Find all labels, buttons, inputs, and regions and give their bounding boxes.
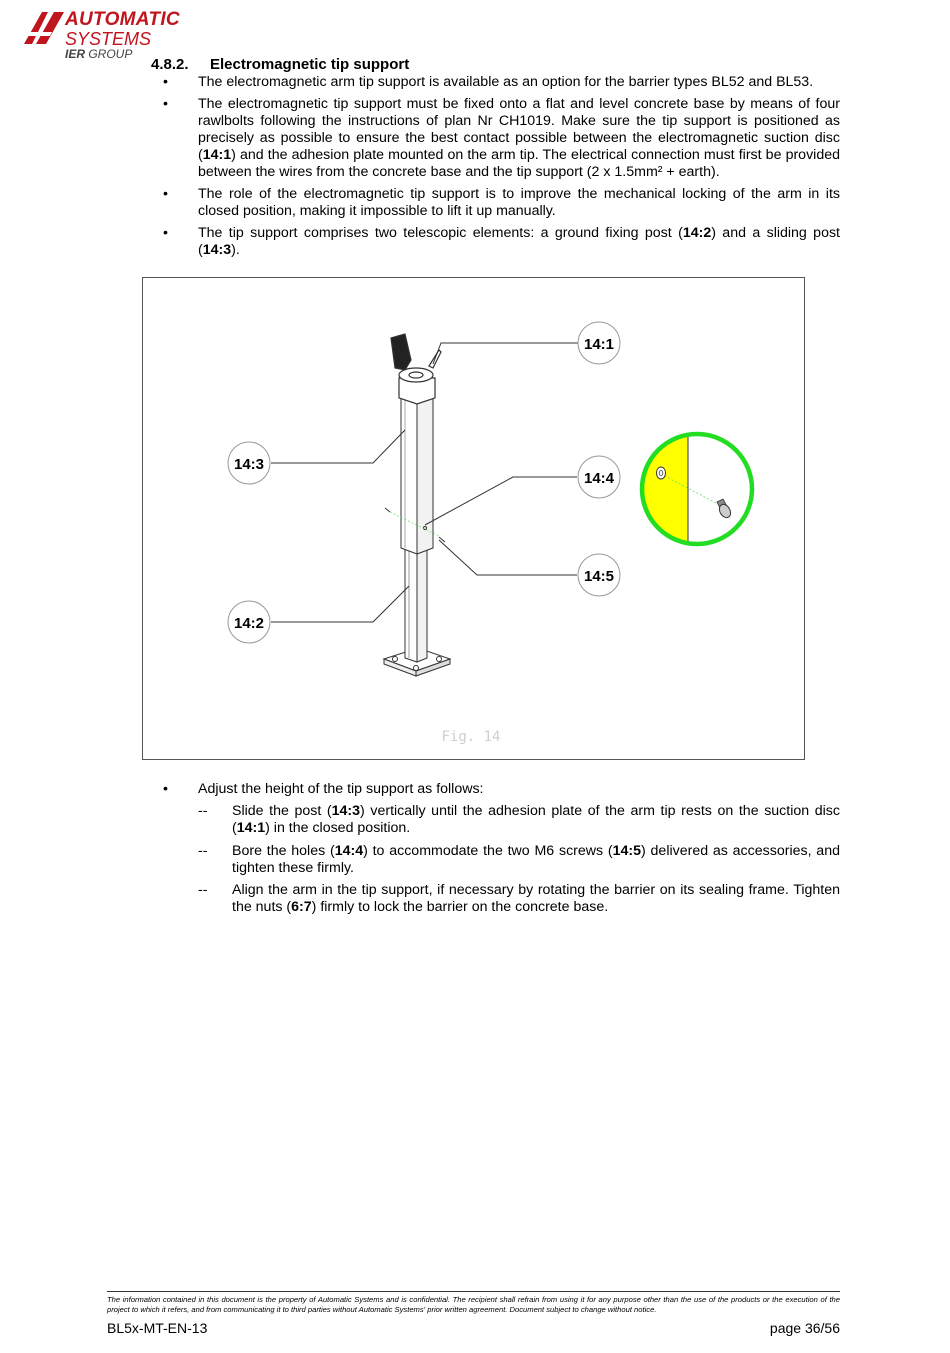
reference: 14:3 — [331, 803, 361, 819]
text: Adjust the height of the tip support as follows: — [198, 781, 484, 797]
text: ) delivered as accessories, and tighten these firmly. — [232, 843, 840, 876]
reference: 14:5 — [612, 843, 642, 859]
intro-bullet-list — [163, 74, 840, 259]
svg-text:14:4: 14:4 — [583, 470, 615, 487]
callout-14-2 — [228, 601, 270, 643]
logo-group-text: GROUP — [85, 47, 133, 61]
callout-14-3 — [228, 442, 270, 484]
list-item — [163, 186, 840, 220]
logo-line-1: AUTOMATIC — [65, 9, 180, 30]
list-item — [163, 882, 840, 916]
text: ) to accommodate the two M6 screws ( — [363, 843, 613, 859]
list-item — [163, 781, 840, 798]
list-item — [163, 803, 840, 837]
adjust-list — [163, 781, 840, 916]
text: ). — [231, 242, 240, 258]
bullet-icon: • — [163, 96, 168, 112]
text: ) vertically until the adhesion plate of the arm tip rests on the suction disc ( — [232, 803, 840, 836]
company-logo — [20, 8, 190, 60]
text: The role of the electromagnetic tip support is to improve the mechanical locking of the arm in its closed position, making it impossible to lift it up manually. — [198, 186, 840, 219]
text: Bore the holes ( — [232, 843, 335, 859]
svg-text:14:5: 14:5 — [583, 568, 615, 585]
list-item — [163, 843, 840, 877]
callout-14-4 — [578, 456, 620, 498]
reference: 14:1 — [236, 820, 266, 836]
section-number: 4.8.2. — [151, 56, 189, 73]
text: The tip support comprises two telescopic elements: a ground fixing post ( — [198, 225, 683, 241]
reference: 14:1 — [202, 147, 232, 163]
list-item — [163, 96, 840, 181]
sliding-post — [401, 396, 433, 554]
page-number: page 36/56 — [769, 1320, 840, 1336]
bullet-icon: • — [163, 225, 168, 241]
bullet-icon: • — [163, 74, 168, 90]
text: ) in the closed position. — [265, 820, 411, 836]
detail-view — [642, 428, 752, 550]
dash-marker: -- — [198, 803, 208, 819]
logo-group-bold: IER — [65, 47, 86, 61]
footer-divider — [107, 1291, 840, 1292]
bullet-icon: • — [163, 781, 168, 797]
figure-caption: Fig. 14 — [441, 729, 501, 745]
list-item — [163, 225, 840, 259]
reference: 14:4 — [334, 843, 364, 859]
callout-14-5 — [578, 554, 620, 596]
callout-14-1 — [578, 322, 620, 364]
suction-disc — [391, 334, 441, 404]
ground-fixing-post — [405, 546, 427, 662]
text: ) and the adhesion plate mounted on the arm tip. The electrical connection must first be provided between the wires from the concrete base and the tip support (2 x 1.5mm² + earth). — [198, 147, 840, 180]
footer-disclaimer: The information contained in this document is the property of Automatic Systems and is confidential. The recipient shall refrain from using it for any purpose other than the use of the products or the execution of the project to which it refers, and from communicating it to third parties without Automatic Systems' prior written agreement. Document subject to change without notice. — [107, 1295, 840, 1314]
svg-text:14:2: 14:2 — [233, 615, 265, 632]
text: The electromagnetic tip support must be fixed onto a flat and level concrete base by means of four rawlbolts following the instructions of plan Nr CH1019. Make sure the tip support is positioned as precisely as possible to ensure the best contact possible between the electromagnetic suction disc ( — [198, 96, 840, 163]
section-title: Electromagnetic tip support — [210, 56, 410, 73]
list-item — [163, 74, 840, 91]
figure-14 — [142, 277, 805, 760]
dash-marker: -- — [198, 882, 208, 898]
svg-text:14:3: 14:3 — [233, 456, 265, 473]
as-logo-mark-icon — [22, 10, 66, 46]
logo-line-2: SYSTEMS — [65, 29, 152, 49]
dash-marker: -- — [198, 843, 208, 859]
bullet-icon: • — [163, 186, 168, 202]
document-reference: BL5x-MT-EN-13 — [107, 1320, 208, 1336]
logo-group — [65, 47, 132, 61]
reference: 14:2 — [682, 225, 712, 241]
text: ) and a sliding post ( — [198, 225, 840, 258]
text: ) firmly to lock the barrier on the concrete base. — [311, 899, 609, 915]
text: Align the arm in the tip support, if necessary by rotating the barrier on its sealing frame. Tighten the nuts ( — [232, 882, 840, 915]
reference: 14:3 — [202, 242, 232, 258]
section-heading — [151, 56, 409, 73]
text: Slide the post ( — [232, 803, 332, 819]
text: The electromagnetic arm tip support is available as an option for the barrier types BL52 and BL53. — [198, 74, 814, 90]
tip-support-drawing — [143, 278, 804, 759]
reference: 6:7 — [291, 899, 312, 915]
svg-text:14:1: 14:1 — [583, 336, 615, 353]
